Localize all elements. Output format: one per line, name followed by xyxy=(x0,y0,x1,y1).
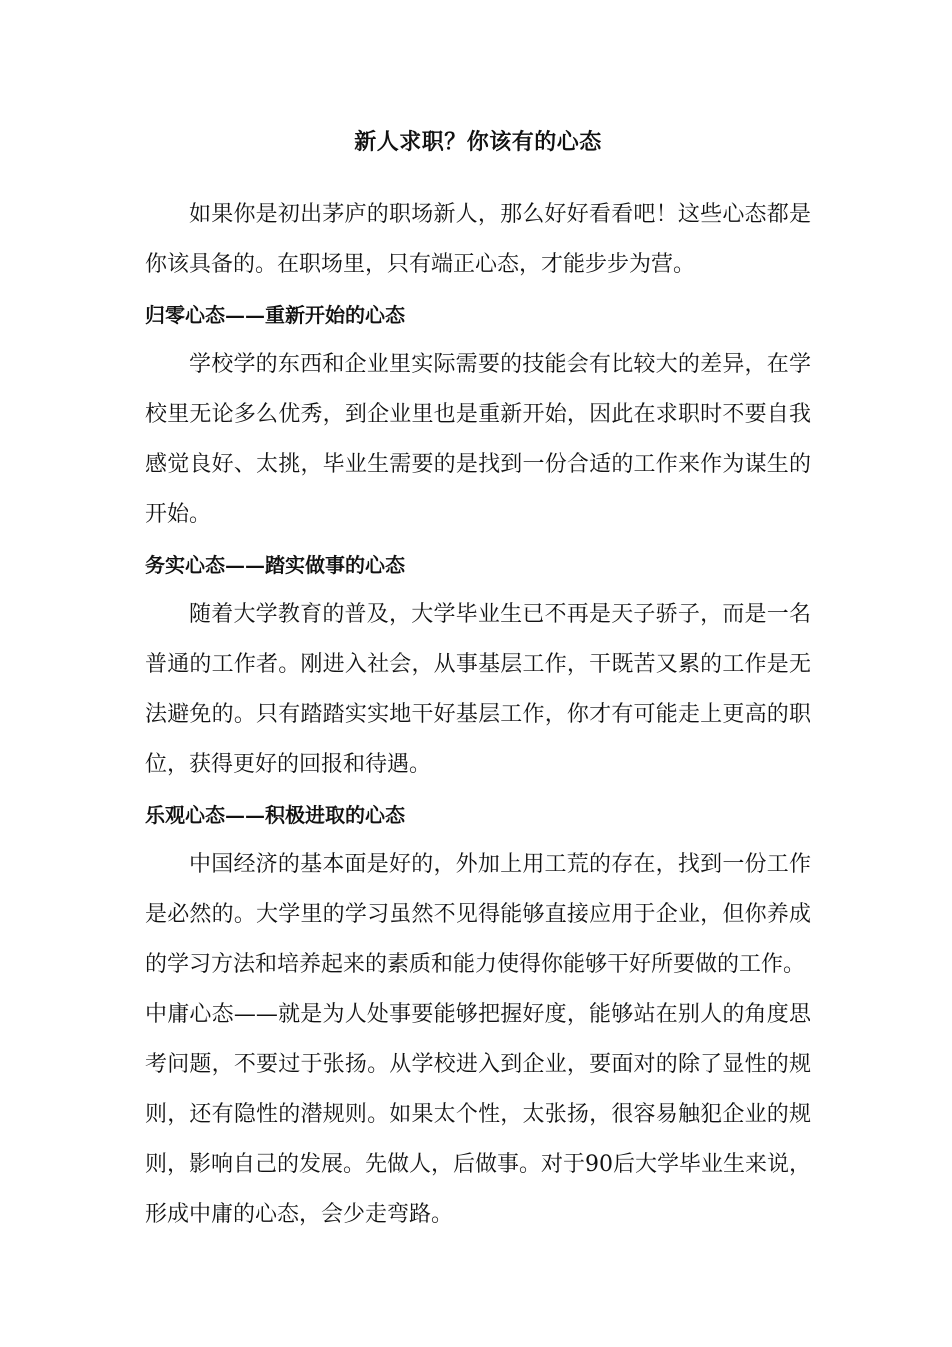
section-heading-zero-mindset: 归零心态——重新开始的心态 xyxy=(145,303,405,327)
document-title: 新人求职？你该有的心态 xyxy=(354,129,602,155)
section-body-optimistic-mindset: 中国经济的基本面是好的，外加上用工荒的存在，找到一份工作是必然的。大学里的学习虽然不见得能够直接应用于企业，但你养成的学习方法和培养起来的素质和能力使得你能够干好所要做的工作。 xyxy=(145,852,811,977)
section-body-zero-mindset: 学校学的东西和企业里实际需要的技能会有比较大的差异，在学校里无论多么优秀，到企业里也是重新开始，因此在求职时不要自我感觉良好、太挑，毕业生需要的是找到一份合适的工作来作为谋生的开始。 xyxy=(145,352,811,527)
section-heading-optimistic-mindset: 乐观心态——积极进取的心态 xyxy=(145,803,405,827)
closing-paragraph: 中庸心态——就是为人处事要能够把握好度，能够站在别人的角度思考问题，不要过于张扬。从学校进入到企业，要面对的除了显性的规则，还有隐性的潜规则。如果太个性，太张扬，很容易触犯企业的规则，影响自己的发展。先做人，后做事。对于90后大学毕业生来说，形成中庸的心态，会少走弯路。 xyxy=(145,1002,811,1227)
intro-paragraph: 如果你是初出茅庐的职场新人，那么好好看看吧！这些心态都是你该具备的。在职场里，只有端正心态，才能步步为营。 xyxy=(145,202,811,277)
section-heading-practical-mindset: 务实心态——踏实做事的心态 xyxy=(145,553,405,577)
document-content xyxy=(145,118,811,1240)
section-body-practical-mindset: 随着大学教育的普及，大学毕业生已不再是天子骄子，而是一名普通的工作者。刚进入社会，从事基层工作，干既苦又累的工作是无法避免的。只有踏踏实实地干好基层工作，你才有可能走上更高的职位，获得更好的回报和待遇。 xyxy=(145,602,811,777)
